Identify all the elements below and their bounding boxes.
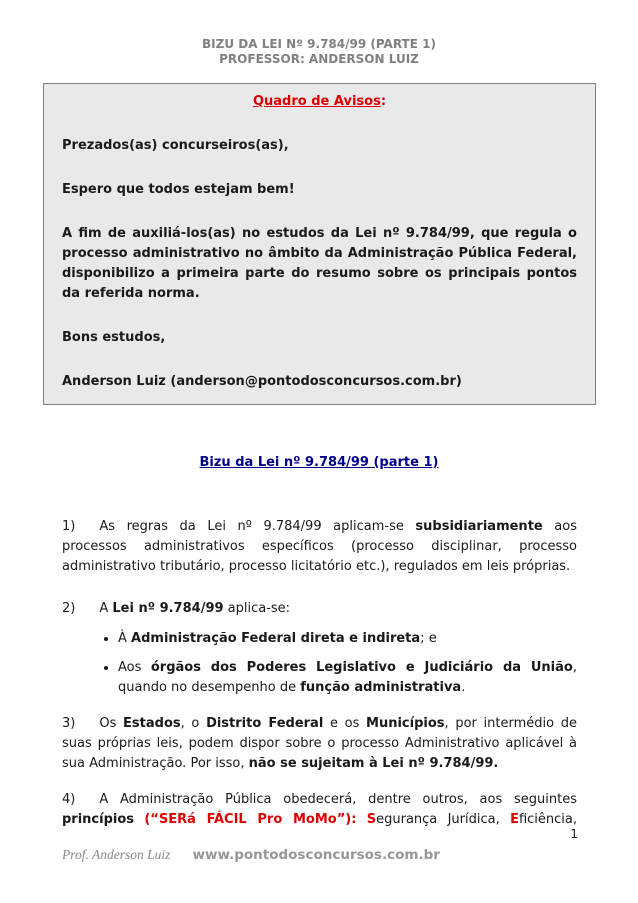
item-text: As regras da Lei nº 9.784/99 aplicam-se subsidiariamente aos processos administrativos específicos (processo disciplinar, processo administrativo tributário, processo licitatório etc.), regulados em leis próprias.	[62, 519, 577, 574]
notice-box-title	[62, 92, 577, 112]
notice-wish: Espero que todos estejam bem!	[62, 182, 295, 197]
item-number: 3)	[62, 716, 76, 731]
bullet-text: À Administração Federal direta e indireta; e	[118, 631, 437, 646]
document-header	[0, 0, 638, 67]
item-number: 1)	[62, 519, 76, 534]
item-number: 2)	[62, 601, 76, 616]
numbered-item-1	[62, 517, 577, 577]
numbered-item-3	[62, 714, 577, 774]
section-title-text: Bizu da Lei nº 9.784/99 (parte 1)	[199, 455, 439, 470]
bullet-list	[62, 629, 577, 698]
notice-closing: Bons estudos,	[62, 330, 166, 345]
footer-author: Prof. Anderson Luiz	[62, 847, 171, 862]
page-number: 1	[570, 827, 578, 841]
section-title	[0, 453, 638, 473]
numbered-item-4	[62, 790, 577, 830]
numbered-item-2	[62, 599, 577, 698]
header-subtitle: PROFESSOR: ANDERSON LUIZ	[219, 52, 419, 66]
footer-site-url: www.pontodosconcursos.com.br	[192, 847, 440, 863]
notice-box-title-text: Quadro de Avisos	[252, 94, 381, 109]
bullet-text: Aos órgãos dos Poderes Legislativo e Judiciário da União, quando no desempenho de função administrativa.	[118, 660, 577, 695]
item-text: Os Estados, o Distrito Federal e os Municípios, por intermédio de suas próprias leis, podem dispor sobre o processo Administrativo aplicável à sua Administração. Por isso, não se sujeitam à Lei nº 9.784/99.	[62, 716, 578, 771]
item-text: A Lei nº 9.784/99 aplica-se:	[99, 601, 291, 616]
notice-box-title-colon: :	[380, 94, 387, 109]
bullet-item	[118, 658, 577, 698]
item-text: A Administração Pública obedecerá, dentre outros, aos seguintes princípios (“SERá FÁCIL Pro MoMo”): Segurança Jurídica, Eficiência,	[62, 792, 577, 827]
item-heading	[62, 599, 577, 619]
bullet-item	[118, 629, 577, 649]
notice-signature: Anderson Luiz (anderson@pontodosconcursos.com.br)	[62, 374, 462, 389]
item-number: 4)	[62, 792, 76, 807]
document-footer	[62, 845, 578, 866]
notice-greeting: Prezados(as) concurseiros(as),	[62, 138, 289, 153]
header-title: BIZU DA LEI Nº 9.784/99 (PARTE 1)	[202, 37, 436, 51]
notice-body: A fim de auxiliá-los(as) no estudos da Lei nº 9.784/99, que regula o processo administrativo no âmbito da Administração Pública Federal, disponibilizo a primeira parte do resumo sobre os principais pontos da referida norma.	[62, 226, 577, 301]
notice-box	[43, 83, 596, 405]
